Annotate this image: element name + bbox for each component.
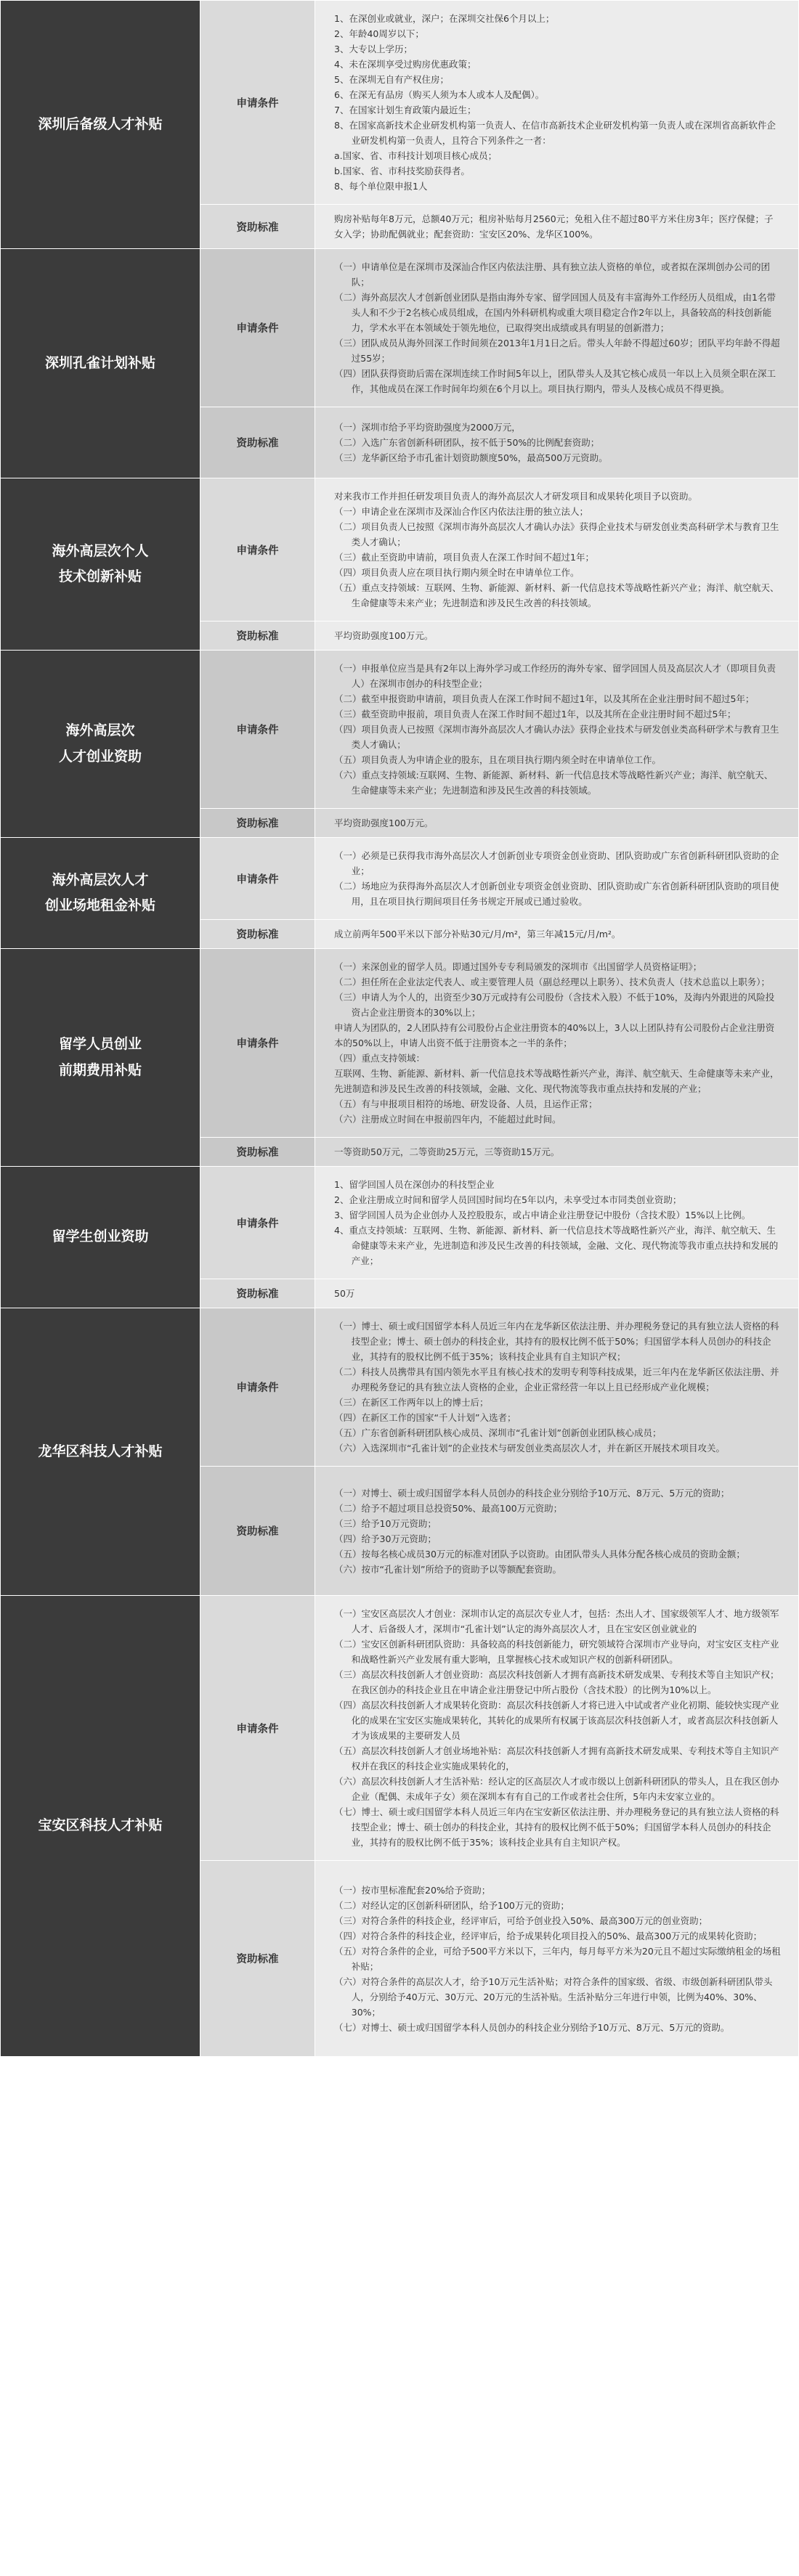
section-row [1, 1, 799, 205]
requirement-line: 6、在深无有品房（购买人须为本人或本人及配偶）。 [334, 89, 545, 100]
requirement-line: （六）高层次科技创新人才生活补贴：经认定的区高层次人才或市级以上创新科研团队的带头人，且在我区创办企业（配偶、未成年子女）须在深圳本有有自己的工作或者社会住所，5年内未安家立业的。 [334, 1776, 779, 1802]
requirements-label: 申请条件 [200, 838, 315, 920]
standard-text [315, 1279, 799, 1308]
requirement-line: （六）入选深圳市“孔雀计划”的企业技术与研发创业类高层次人才，并在新区开展技术项目攻关。 [334, 1443, 725, 1454]
requirements-text [315, 249, 799, 407]
requirements-text [315, 1596, 799, 1861]
requirement-line: （三）截止至资助申请前，项目负责人在深工作时间不超过1年； [334, 552, 594, 563]
section-row [1, 1167, 799, 1279]
category-name: 宝安区科技人才补贴 [38, 1817, 163, 1834]
requirement-line: （四）项目负责人应在项目执行期内须全时在申请单位工作。 [334, 567, 580, 578]
requirement-line: 3、留学回国人员为企业创办人及控股股东，或占申请企业注册登记中股份（含技术股）15%以上比例。 [334, 1210, 751, 1220]
standard-line: （六）按市“孔雀计划”所给予的资助予以等额配套资助。 [334, 1563, 561, 1575]
requirement-line: a.国家、省、市科技计划项目核心成员； [334, 150, 498, 161]
requirement-line: 8、每个单位限申报1人 [334, 181, 428, 192]
section-row [1, 1308, 799, 1467]
requirement-line: 1、在深创业或就业，深户；在深圳交社保6个月以上； [334, 13, 555, 24]
requirement-line: 2、企业注册成立时间和留学人员回国时间均在5年以内，未享受过本市同类创业资助； [334, 1194, 682, 1205]
requirement-line: （二）截至申报资助申请前，项目负责人在深工作时间不超过1年，以及其所在企业注册时间不超过5年； [334, 693, 755, 704]
category-cell [1, 249, 200, 478]
requirement-line: （一）申报单位应当是具有2年以上海外学习或工作经历的海外专家、留学回国人员及高层次人才（即项目负责人）在深圳市创办的科技型企业； [334, 663, 776, 689]
standard-line: 成立前两年500平米以下部分补贴30元/月/m²，第三年减15元/月/m²。 [334, 929, 621, 939]
category-name: 留学人员创业 [58, 1036, 142, 1053]
category-name: 创业场地租金补贴 [44, 897, 155, 913]
table-body [1, 1, 799, 2057]
requirement-line: （三）申请人为个人的，出资至少30万元或持有公司股份（含技术入股）不低于10%，及海内外跟进的风险投资占企业注册资本的30%以上； [334, 992, 775, 1018]
requirements-label: 申请条件 [200, 1596, 315, 1861]
requirement-line: （二）场地应为获得海外高层次人才创新创业专项资金创业资助、团队资助或广东省创新科研团队资助的项目使用，且在项目执行期间项目任务书规定开展或已通过验收。 [334, 881, 779, 907]
requirement-line: 申请人为团队的，2人团队持有公司股份占企业注册资本的40%以上，3人以上团队持有公司股份占企业注册资本的50%以上，申请人出资不低于注册资本之一半的条件； [334, 1022, 775, 1048]
category-name: 前期费用补贴 [58, 1061, 142, 1078]
requirement-line: （一）申请单位是在深圳市及深汕合作区内依法注册、具有独立法人资格的单位，或者拟在深圳创办公司的团队； [334, 261, 771, 288]
standard-label: 资助标准 [200, 1279, 315, 1308]
requirement-line: （五）有与申报项目相符的场地、研发设备、人员，且运作正常； [334, 1099, 598, 1109]
requirements-label: 申请条件 [200, 1167, 315, 1279]
requirement-line: 1、留学回国人员在深创办的科技型企业 [334, 1179, 495, 1190]
section-row [1, 949, 799, 1138]
standard-line: （二）对经认定的区创新科研团队，给予100万元的资助； [334, 1899, 569, 1911]
standard-line: （七）对博士、硕士或归国留学本科人员创办的科技企业分别给予10万元、8万元、5万元的资助。 [334, 2021, 730, 2033]
requirement-line: （四）重点支持领域： [334, 1053, 426, 1064]
standard-line: 平均资助强度100万元。 [334, 630, 434, 641]
section-row [1, 1596, 799, 1861]
standard-label: 资助标准 [200, 809, 315, 838]
standard-line: 购房补贴每年8万元，总额40万元；租房补贴每月2560元；免租入住不超过80平方米住房3年；医疗保健；子女入学；协助配偶就业；配套资助：宝安区20%、龙华区100%。 [334, 213, 774, 240]
requirement-line: 7、在国家计划生育政策内最近生； [334, 105, 476, 115]
requirements-text [315, 478, 799, 621]
requirement-line: （一）博士、硕士或归国留学本科人员近三年内在龙华新区依法注册、并办理税务登记的具有独立法人资格的科技型企业；博士、硕士创办的科技企业，其持有的股权比例不低于50%；归国留学本科人员创办的科技企业，其持有的股权比例不低于35%；该科技企业具有自主知识产权； [334, 1321, 779, 1362]
requirement-line: 互联网、生物、新能源、新材料、新一代信息技术等战略性新兴产业，海洋、航空航天、生命健康等未来产业，先进制造和涉及民生改善的科技领域，金融、文化、现代物流等我市重点扶持和发展的产业； [334, 1068, 779, 1094]
category-cell [1, 949, 200, 1167]
category-cell [1, 1, 200, 249]
standard-text [315, 407, 799, 478]
requirement-line: （二）科技人员携带具有国内领先水平且有核心技术的发明专利等科技成果，近三年内在龙华新区依法注册、并办理税务登记的具有独立法人资格的企业，企业正常经营一年以上且已经形成产业化规模； [334, 1366, 779, 1393]
category-cell [1, 1596, 200, 2057]
requirements-label: 申请条件 [200, 478, 315, 621]
requirement-line: （二）担任所在企业法定代表人、或主要管理人员（副总经理以上职务）、技术负责人（技术总监以上职务）； [334, 977, 771, 987]
standard-label: 资助标准 [200, 1861, 315, 2057]
standard-line: （三）对符合条件的科技企业，经评审后，可给予创业投入50%、最高300万元的创业资助； [334, 1915, 708, 1926]
requirement-line: （一）申请企业在深圳市及深汕合作区内依法注册的独立法人； [334, 506, 589, 517]
requirement-line: 4、重点支持领域：互联网、生物、新能源、新材料、新一代信息技术等战略性新兴产业，海洋、航空航天、生命健康等未来产业，先进制造和涉及民生改善的科技领域，金融、文化、现代物流等我市重点扶持和发展的产业； [334, 1225, 779, 1266]
standard-label: 资助标准 [200, 1138, 315, 1167]
standard-line: （一）深圳市给予平均资助强度为2000万元， [334, 422, 521, 433]
requirements-text [315, 1167, 799, 1279]
requirements-text [315, 1, 799, 205]
standard-line: （二）入选广东省创新科研团队，按不低于50%的比例配套资助； [334, 437, 600, 448]
standard-line: 50万 [334, 1288, 355, 1299]
category-name: 人才创业资助 [58, 748, 142, 765]
standard-text [315, 809, 799, 838]
standard-label: 资助标准 [200, 205, 315, 249]
requirements-text [315, 651, 799, 809]
requirement-line: （五）广东省创新科研团队核心成员、深圳市“孔雀计划”创新创业团队核心成员； [334, 1427, 662, 1438]
section-row [1, 838, 799, 920]
requirement-line: （二）宝安区创新科研团队资助：具备较高的科技创新能力，研究领域符合深圳市产业导向，对宝安区支柱产业和战略性新兴产业发展有重大影响，且掌握核心技术或知识产权的创新科研团队。 [334, 1639, 779, 1665]
requirements-text [315, 838, 799, 920]
requirement-line: （一）宝安区高层次人才创业：深圳市认定的高层次专业人才，包括：杰出人才、国家级领军人才、地方级领军人才、后备级人才，深圳市“孔雀计划”认定的海外高层次人才，且在宝安区创业就业的 [334, 1608, 779, 1634]
requirement-line: （一）必须是已获得我市海外高层次人才创新创业专项资金创业资助、团队资助或广东省创新科研团队资助的企业； [334, 850, 779, 876]
requirement-line: 2、年龄40周岁以下； [334, 28, 424, 39]
standard-line: （四）对符合条件的科技企业，经评审后，给予成果转化项目投入的50%、最高300万元的成果转化资助； [334, 1930, 763, 1941]
category-name: 技术创新补贴 [58, 568, 142, 584]
requirement-line: 5、在深圳无自有产权住房； [334, 74, 449, 85]
requirement-line: 8、在国家高新技术企业研发机构第一负责人、在信市高新技术企业研发机构第一负责人或在深圳省高新软件企业研发机构第一负责人，且符合下列条件之一者： [334, 120, 776, 146]
requirement-line: （二）海外高层次人才创新创业团队是指由海外专家、留学回国人员及有丰富海外工作经历人员组成，由1名带头人和不少于2名核心成员组成，在国内外科研机构或重大项目稳定合作2年以上，具备较高的科技创新能力，学术水平在本领域处于领先地位，已取得突出成绩或具有明显的创新潜力； [334, 292, 776, 333]
requirement-line: （六）重点支持领域:互联网、生物、新能源、新材料、新一代信息技术等战略性新兴产业；海洋、航空航天、生命健康等未来产业；先进制造和涉及民生改善的科技领域。 [334, 770, 774, 796]
standard-line: （六）对符合条件的高层次人才，给予10万元生活补贴；对符合条件的国家级、省级、市级创新科研团队带头人，分别给予40万元、30万元、20万元的生活补贴。生活补贴分三年进行申领，比例为40%、30%、30%； [334, 1976, 773, 2018]
requirement-line: （三）团队成员从海外回深工作时间须在2013年1月1日之后。带头人年龄不得超过60岁；团队平均年龄不得超过55岁； [334, 338, 780, 364]
standard-text [315, 920, 799, 949]
standard-text [315, 1861, 799, 2057]
category-name: 深圳后备级人才补贴 [38, 115, 163, 132]
requirement-line: （四）团队获得资助后需在深圳连续工作时间5年以上，团队带头人及其它核心成员一年以上入员须全职在深工作，其他成员在深工作时间年均须在6个月以上。项目执行期内，带头人及核心成员不得更换。 [334, 368, 776, 394]
standard-line: （一）对博士、硕士或归国留学本科人员创办的科技企业分别给予10万元、8万元、5万元的资助； [334, 1487, 730, 1499]
standard-line: 平均资助强度100万元。 [334, 818, 434, 828]
standard-line: （三）龙华新区给予市孔雀计划资助额度50%，最高500万元资助。 [334, 452, 608, 463]
section-row [1, 249, 799, 407]
requirement-line: （五）项目负责人为申请企业的股东，且在项目执行期内须全时在申请单位工作。 [334, 754, 662, 765]
requirements-label: 申请条件 [200, 651, 315, 809]
requirements-text [315, 949, 799, 1138]
standard-label: 资助标准 [200, 1467, 315, 1596]
standard-label: 资助标准 [200, 621, 315, 651]
category-cell [1, 838, 200, 949]
requirement-line: （七）博士、硕士或归国留学本科人员近三年内在宝安新区依法注册、并办理税务登记的具有独立法人资格的科技型企业；博士、硕士创办的科技企业，其持有的股权比例不低于50%；归国留学本科人员创办的科技企业，其持有的股权比例不低于35%；该科技企业具有自主知识产权。 [334, 1806, 779, 1848]
standard-label: 资助标准 [200, 920, 315, 949]
category-cell [1, 1167, 200, 1308]
standard-text [315, 1138, 799, 1167]
requirements-label: 申请条件 [200, 249, 315, 407]
standard-line: （五）对符合条件的企业，可给予500平方米以下，三年内，每月每平方米为20元且不超过实际缴纳租金的场租补贴； [334, 1945, 781, 1972]
standard-label: 资助标准 [200, 407, 315, 478]
requirements-text [315, 1308, 799, 1467]
requirement-line: （三）截至资助申报前，项目负责人在深工作时间不超过1年，以及其所在企业注册时间不超过5年； [334, 709, 737, 720]
requirement-line: （四）高层次科技创新人才成果转化资助：高层次科技创新人才将已进入中试或者产业化初期、能较快实现产业化的成果在宝安区实施成果转化，其转化的成果所有权属于该高层次科技创新人才，或者高层次科技创新人才为该成果的主要研发人员 [334, 1700, 779, 1741]
standard-text [315, 205, 799, 249]
category-name: 海外高层次 [65, 722, 135, 739]
requirement-line: （一）来深创业的留学人员。即通过国外专专利局颁发的深圳市《出国留学人员资格证明》； [334, 961, 702, 972]
requirement-line: 4、未在深圳享受过购房优惠政策； [334, 59, 476, 70]
requirement-line: （四）在新区工作的国家“千人计划”入选者； [334, 1412, 516, 1423]
category-name: 海外高层次人才 [52, 871, 149, 888]
requirement-line: （三）高层次科技创新人才创业资助：高层次科技创新人才拥有高新技术研发成果、专利技术等自主知识产权；在我区创办的科技企业且在申请企业注册登记中所占股份（含技术股）的比例为10%以上。 [334, 1669, 779, 1695]
section-row [1, 651, 799, 809]
category-cell [1, 478, 200, 651]
standard-text [315, 621, 799, 651]
requirements-label: 申请条件 [200, 949, 315, 1138]
standard-line: （一）按市里标准配套20%给予资助； [334, 1884, 491, 1896]
section-row [1, 478, 799, 621]
category-name: 龙华区科技人才补贴 [38, 1443, 163, 1459]
requirements-label: 申请条件 [200, 1308, 315, 1467]
standard-line: （四）给予30万元资助； [334, 1533, 437, 1544]
standard-text [315, 1467, 799, 1596]
requirement-line: （二）项目负责人已按照《深圳市海外高层次人才确认办法》获得企业技术与研发创业类高科研学术与教育卫生类人才确认； [334, 521, 779, 547]
standard-line: （二）给予不超过项目总投资50%、最高100万元资助； [334, 1502, 563, 1514]
category-cell [1, 1308, 200, 1596]
requirement-line: （三）在新区工作两年以上的博士后； [334, 1397, 489, 1408]
category-name: 留学生创业资助 [52, 1228, 149, 1245]
standard-line: （三）给予10万元资助； [334, 1517, 437, 1529]
requirements-label: 申请条件 [200, 1, 315, 205]
category-name: 海外高层次个人 [52, 542, 149, 559]
requirement-line: （五）高层次科技创新人才创业场地补贴：高层次科技创新人才拥有高新技术研发成果、专利技术等自主知识产权并在我区的科技企业实施成果转化的， [334, 1745, 779, 1772]
category-name: 深圳孔雀计划补贴 [44, 354, 155, 371]
requirement-line: b.国家、省、市科技奖励获得者。 [334, 166, 470, 176]
standard-line: 一等资助50万元，二等资助25万元，三等资助15万元。 [334, 1146, 560, 1157]
requirement-line: （五）重点支持领域：互联网、生物、新能源、新材料、新一代信息技术等战略性新兴产业；海洋、航空航天、生命健康等未来产业；先进制造和涉及民生改善的科技领域。 [334, 582, 779, 608]
requirement-line: 3、大专以上学历； [334, 44, 413, 54]
requirement-line: 对来我市工作并担任研发项目负责人的海外高层次人才研发项目和成果转化项目予以资助。 [334, 491, 698, 502]
requirement-line: （六）注册成立时间在申报前四年内，不能超过此时间。 [334, 1114, 561, 1125]
category-cell [1, 651, 200, 838]
standard-line: （五）按每名核心成员30万元的标准对团队予以资助。由团队带头人具体分配各核心成员的资助金额； [334, 1548, 745, 1560]
requirement-line: （四）项目负责人已按照《深圳市海外高层次人才确认办法》获得企业技术与研发创业类高科研学术与教育卫生类人才确认； [334, 724, 779, 750]
